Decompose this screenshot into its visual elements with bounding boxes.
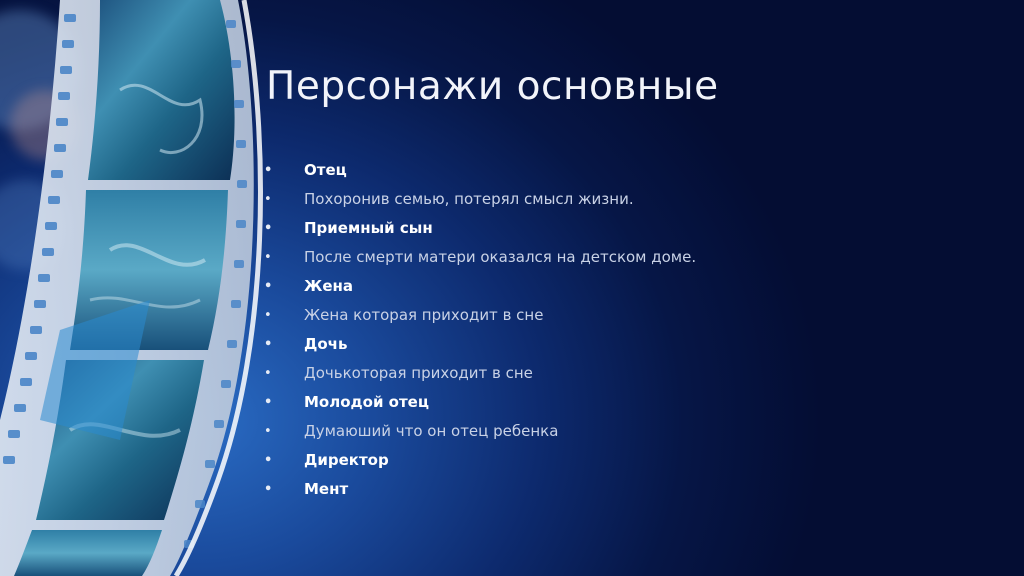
film-strip-decoration [0,0,300,576]
list-item [262,359,962,388]
list-item-text: Жена которая приходит в сне [304,306,544,324]
list-item-text: Молодой отец [304,393,429,411]
list-item-text: Директор [304,451,389,469]
bullet-icon: • [264,192,272,207]
list-item-text: Отец [304,161,347,179]
list-item [262,156,962,185]
list-item-text: Похоронив семью, потерял смысл жизни. [304,190,634,208]
bullet-icon: • [264,279,273,294]
list-item-text: Думаюший что он отец ребенка [304,422,559,440]
bullet-list [262,156,962,504]
list-item [262,475,962,504]
list-item [262,417,962,446]
bullet-icon: • [264,308,272,323]
list-item [262,243,962,272]
bullet-icon: • [264,250,272,265]
bullet-icon: • [264,366,272,381]
bullet-icon: • [264,424,272,439]
list-item [262,301,962,330]
bullet-icon: • [264,163,273,178]
list-item-text: Дочь [304,335,348,353]
list-item [262,446,962,475]
list-item [262,185,962,214]
bullet-icon: • [264,221,273,236]
list-item [262,330,962,359]
bullet-icon: • [264,337,273,352]
list-item-text: Мент [304,480,349,498]
bullet-icon: • [264,453,273,468]
list-item-text: Приемный сын [304,219,433,237]
bullet-icon: • [264,482,273,497]
list-item [262,214,962,243]
list-item-text: Жена [304,277,354,295]
list-item [262,388,962,417]
list-item-text: Дочькоторая приходит в сне [304,364,533,382]
slide-title: Персонажи основные [266,64,719,109]
bullet-icon: • [264,395,273,410]
list-item-text: После смерти матери оказался на детском доме. [304,248,697,266]
list-item [262,272,962,301]
